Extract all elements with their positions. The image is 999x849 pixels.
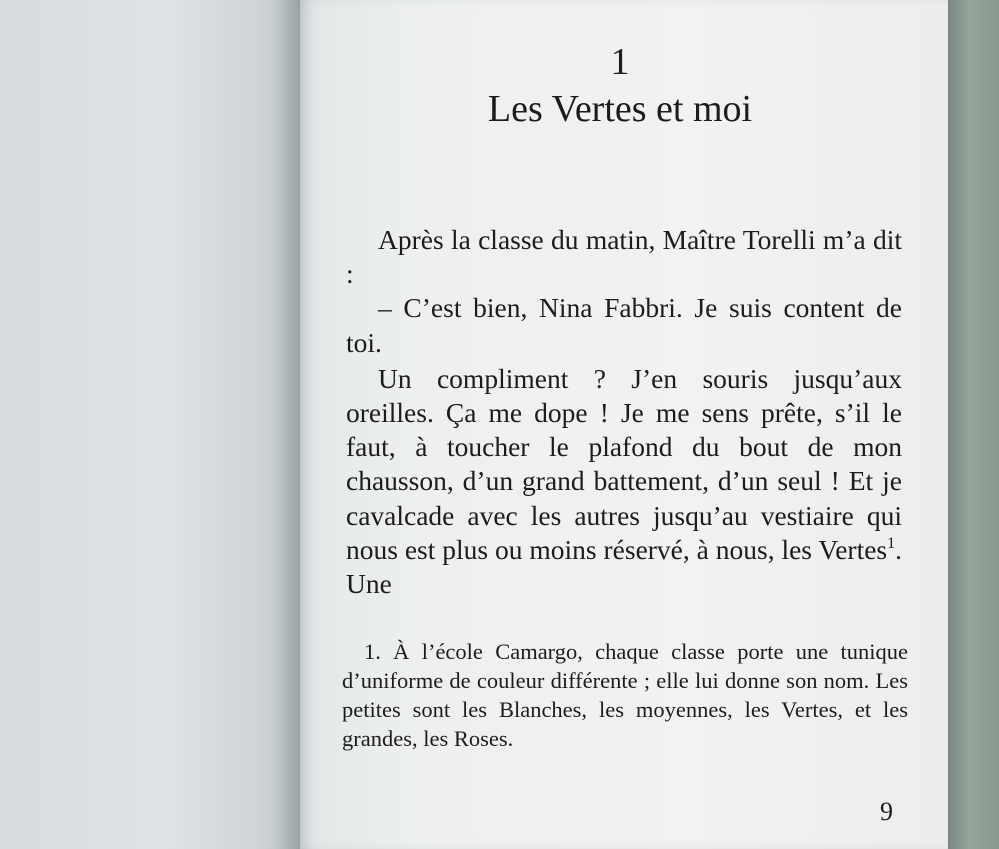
- footnote: [342, 637, 908, 753]
- body-text: [346, 223, 902, 601]
- page-edge: [948, 0, 999, 849]
- paragraph-1: Après la classe du matin, Maître Torelli m’a dit :: [346, 224, 902, 290]
- paragraph-3-tail: . Une: [346, 533, 902, 600]
- footnote-marker: 1: [887, 534, 896, 552]
- paragraph-2: – C’est bien, Nina Fabbri. Je suis content de toi.: [346, 292, 902, 358]
- footnote-text: 1. À l’école Camargo, chaque classe porte une tunique d’uniforme de couleur différente ; elle lui donne son nom. Les petites sont les Blanches, les moyennes, les Vertes, et les grandes, les Roses.: [342, 639, 908, 751]
- chapter-number: 1: [610, 41, 630, 83]
- paragraph-3: [346, 362, 902, 601]
- chapter-title: Les Vertes et moi: [487, 88, 753, 130]
- paragraph-3-text: Un compliment ? J’en souris jusqu’aux oreilles. Ça me dope ! Je me sens prête, s’il le faut, à toucher le plafond du bout de mon chausson, d’un grand battement, d’un seul ! Et je cavalcade avec les autres jusqu’au vestiaire qui nous est plus ou moins réservé, à nous, les Vertes: [346, 362, 902, 565]
- page-number: 9: [880, 797, 893, 826]
- left-page: [0, 0, 300, 849]
